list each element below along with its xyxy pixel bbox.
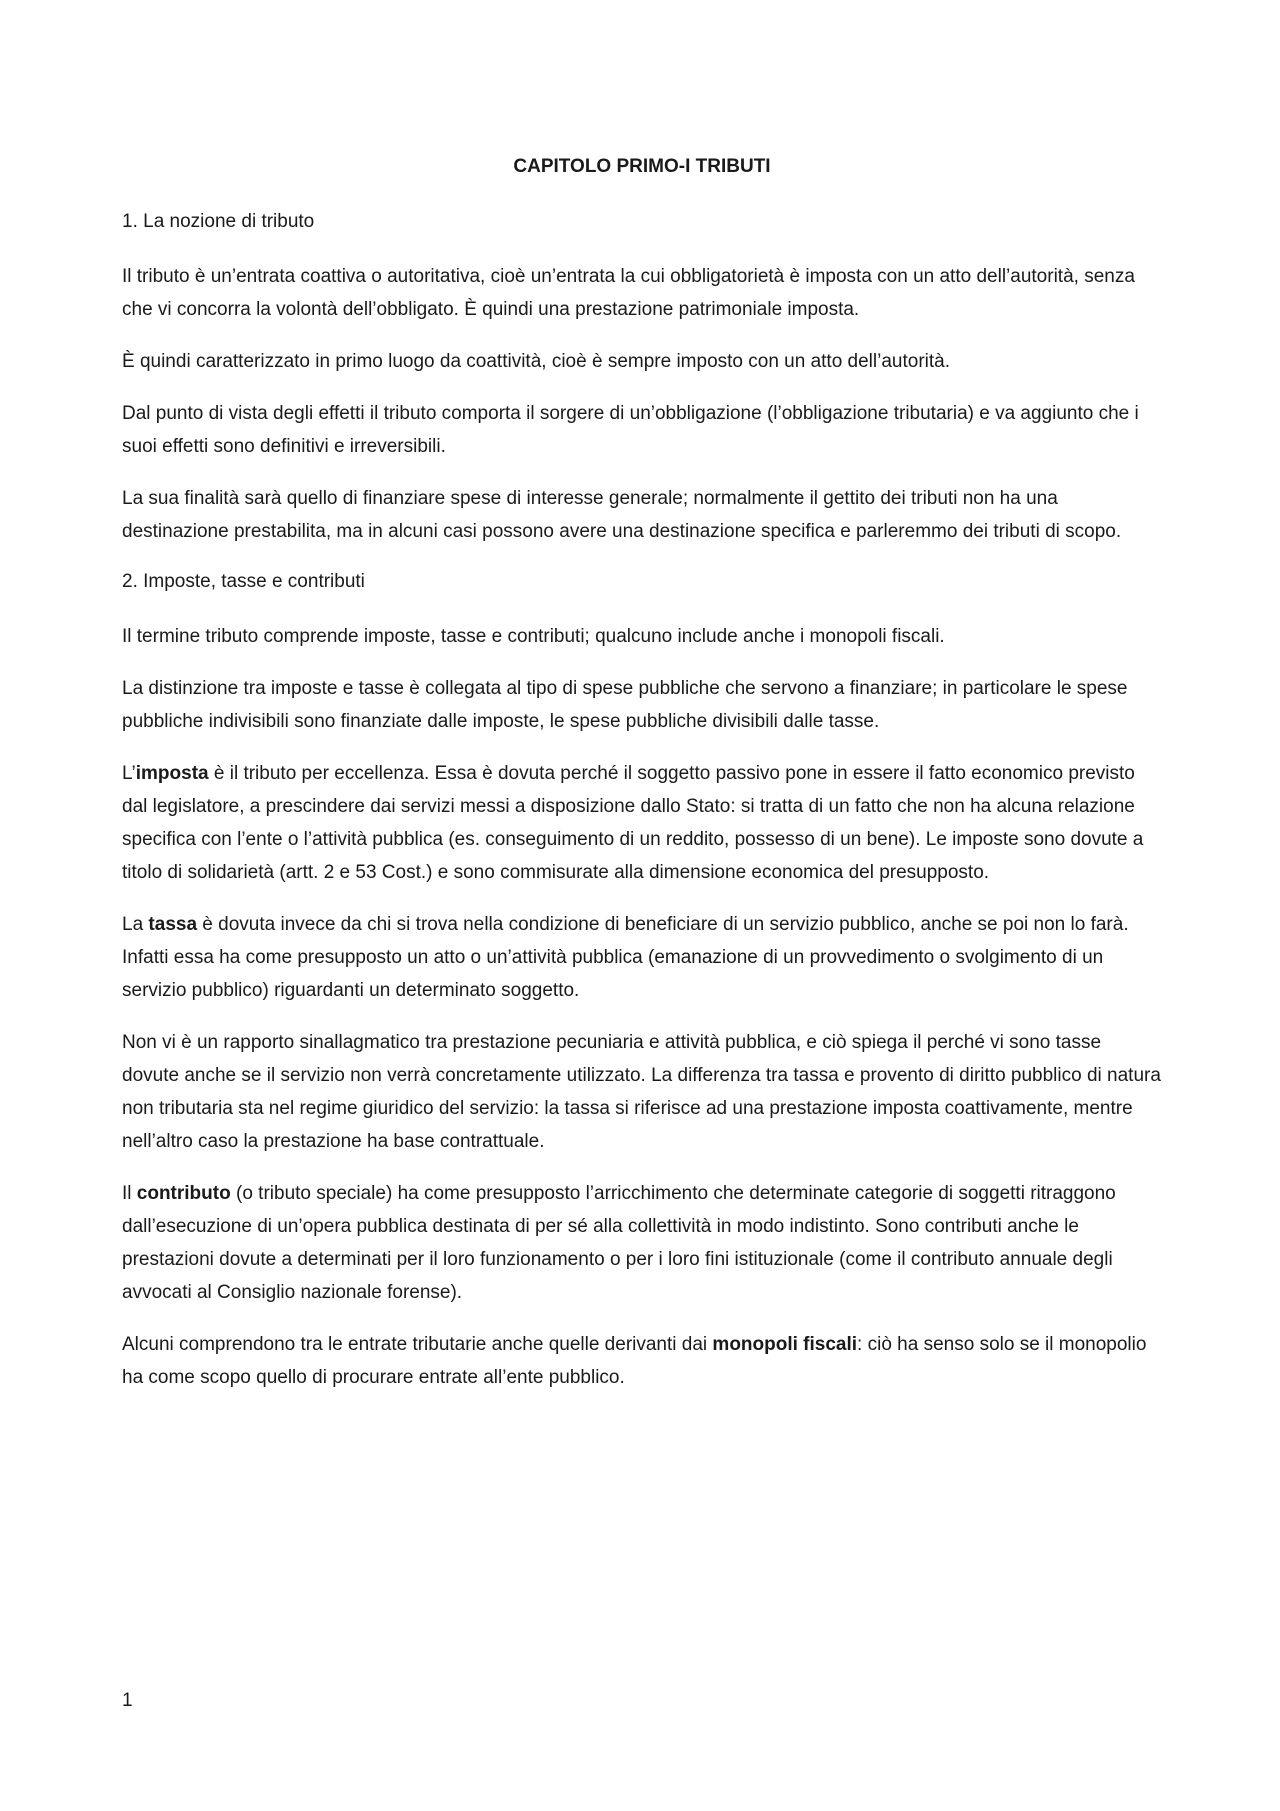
bold-term: imposta <box>135 763 209 784</box>
text-run: La <box>122 914 149 935</box>
text-run: Il <box>122 1183 137 1204</box>
text-run: (o tributo speciale) ha come presupposto l’arricchimento che determinate categorie di soggetti ritraggono dall’esecuzione di un’opera pubblica destinata di per sé alla collettività in modo indistinto. Sono contributi anche le prestazioni dovute a determinati per il loro funzionamento o per i loro fini istituzionale (come il contributo annuale degli avvocati al Consiglio nazionale forense). <box>122 1183 1116 1303</box>
text-run: L’ <box>122 763 136 784</box>
paragraph: Il termine tributo comprende imposte, tasse e contributi; qualcuno include anche i monopoli fiscali. <box>122 626 945 647</box>
bold-term: tassa <box>148 914 198 935</box>
bold-term: contributo <box>136 1183 231 1204</box>
text-run: è dovuta invece da chi si trova nella condizione di beneficiare di un servizio pubblico, anche se poi non lo farà. Infatti essa ha come presupposto un atto o un’attività pubblica (emanazione di un provvedimento o svolgimento di un servizio pubblico) riguardanti un determinato soggetto. <box>122 914 1129 1001</box>
paragraph: La distinzione tra imposte e tasse è collegata al tipo di spese pubbliche che servono a finanziare; in particolare le spese pubbliche indivisibili sono finanziate dalle imposte, le spese pubbliche divisibili dalle tasse. <box>122 678 1128 732</box>
text-run: : ciò ha senso solo se il monopolio ha come scopo quello di procurare entrate all’ente pubblico. <box>122 1334 1147 1388</box>
paragraph-tassa <box>122 908 1162 1007</box>
paragraph: La sua finalità sarà quello di finanziare spese di interesse generale; normalmente il gettito dei tributi non ha una destinazione prestabilita, ma in alcuni casi possono avere una destinazione specifica e parleremmo dei tributi di scopo. <box>122 488 1122 542</box>
paragraph: Il tributo è un’entrata coattiva o autoritativa, cioè un’entrata la cui obbligatorietà è imposta con un atto dell’autorità, senza che vi concorra la volontà dell’obbligato. È quindi una prestazione patrimoniale imposta. <box>122 266 1135 320</box>
text-run: è il tributo per eccellenza. Essa è dovuta perché il soggetto passivo pone in essere il fatto economico previsto dal legislatore, a prescindere dai servizi messi a disposizione dallo Stato: si tratta di un fatto che non ha alcuna relazione specifica con l’ente o l’attività pubblica (es. conseguimento di un reddito, possesso di un bene). Le imposte sono dovute a titolo di solidarietà (artt. 2 e 53 Cost.) e sono commisurate alla dimensione economica del presupposto. <box>122 763 1144 883</box>
section-heading: 2. Imposte, tasse e contributi <box>122 571 365 592</box>
paragraph-monopoli <box>122 1328 1162 1394</box>
paragraph-imposta <box>122 757 1162 889</box>
paragraph: Non vi è un rapporto sinallagmatico tra prestazione pecuniaria e attività pubblica, e ciò spiega il perché vi sono tasse dovute anche se il servizio non verrà concretamente utilizzato. La differenza tra tassa e provento di diritto pubblico di natura non tributaria sta nel regime giuridico del servizio: la tassa si riferisce ad una prestazione imposta coattivamente, mentre nell’altro caso la prestazione ha base contrattuale. <box>122 1032 1161 1152</box>
section-heading: 1. La nozione di tributo <box>122 211 315 232</box>
page-number: 1 <box>122 1690 133 1711</box>
document-body <box>122 152 1162 1413</box>
paragraph: È quindi caratterizzato in primo luogo da coattività, cioè è sempre imposto con un atto dell’autorità. <box>122 351 951 372</box>
bold-term: monopoli fiscali <box>712 1334 858 1355</box>
paragraph: Dal punto di vista degli effetti il tributo comporta il sorgere di un’obbligazione (l’obbligazione tributaria) e va aggiunto che i suoi effetti sono definitivi e irreversibili. <box>122 403 1139 457</box>
chapter-title: CAPITOLO PRIMO-I TRIBUTI <box>513 156 771 177</box>
text-run: Alcuni comprendono tra le entrate tributarie anche quelle derivanti dai <box>122 1334 713 1355</box>
paragraph-contributo <box>122 1177 1162 1309</box>
